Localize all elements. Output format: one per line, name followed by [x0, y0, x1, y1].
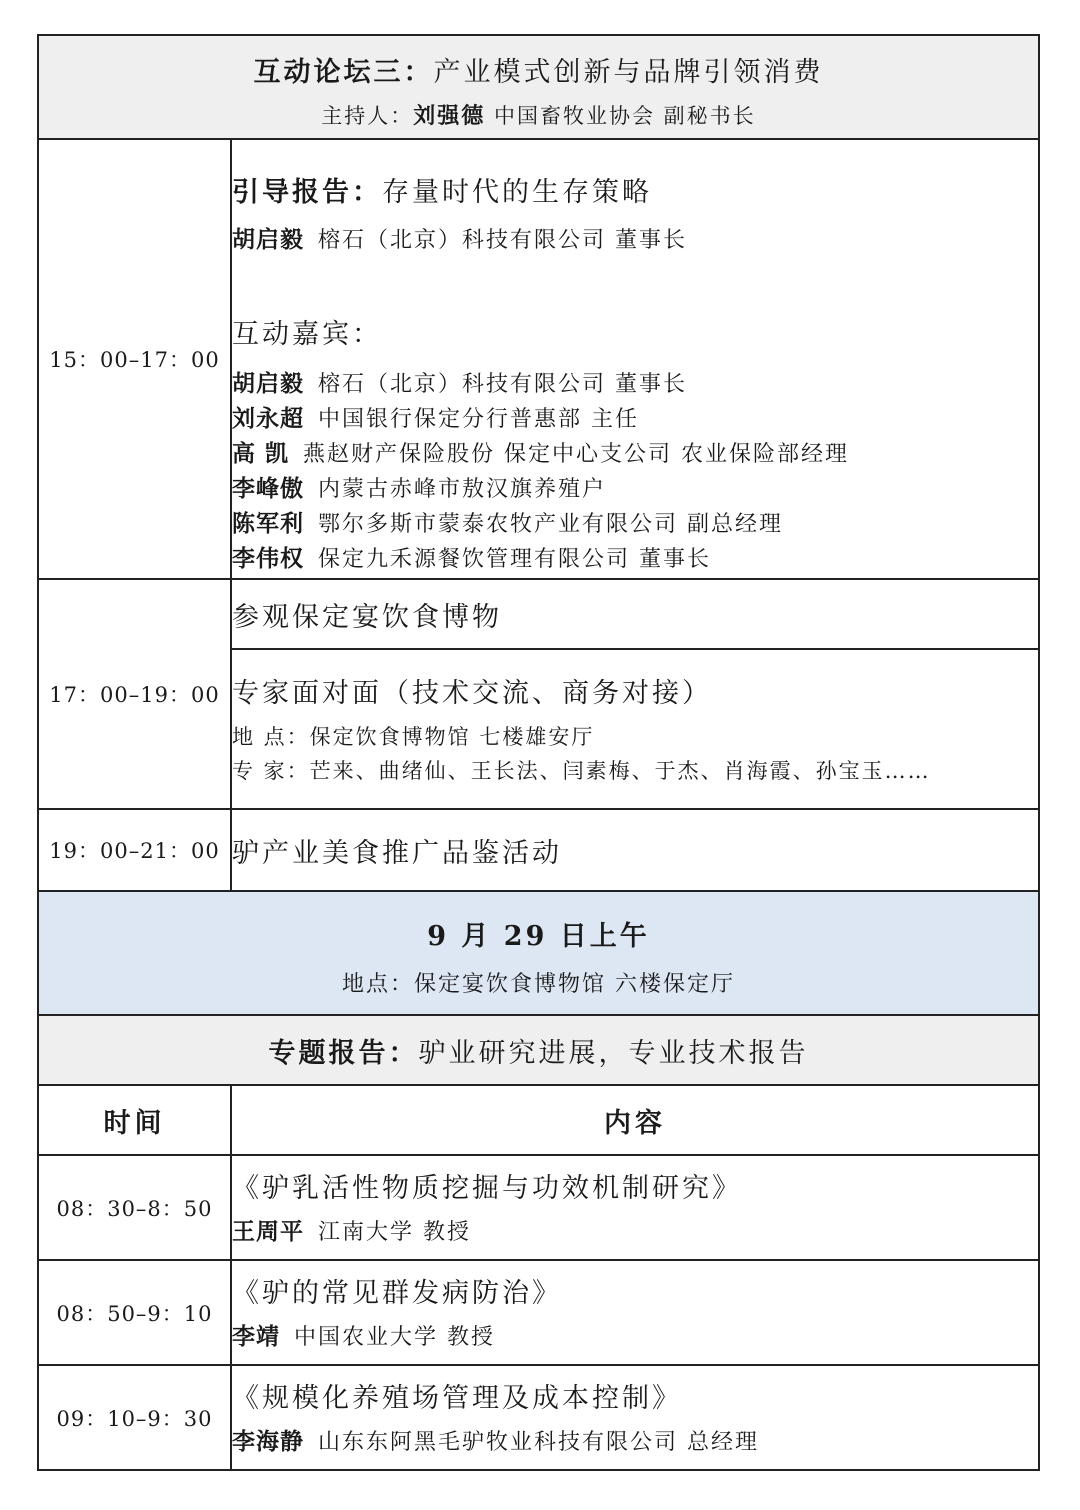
- guide-report-heading: [232, 140, 1038, 209]
- host-name: 刘强德: [413, 103, 486, 129]
- session3-row: [38, 809, 1039, 891]
- guest-line: [232, 472, 1038, 507]
- session3-activity: 驴产业美食推广品鉴活动: [231, 809, 1039, 891]
- speaker-org: 中国农业大学 教授: [294, 1324, 495, 1350]
- session2-visit: 参观保定宴饮食博物: [231, 579, 1039, 649]
- report-title: 《规模化养殖场管理及成本控制》: [232, 1382, 682, 1414]
- guide-report-title: 存量时代的生存策略: [382, 177, 652, 208]
- table-row: [38, 1155, 1039, 1260]
- table-row: [38, 1260, 1039, 1365]
- speaker-org: 山东东阿黑毛驴牧业科技有限公司 总经理: [318, 1429, 759, 1455]
- report-content: [231, 1365, 1039, 1470]
- speaker-org: 江南大学 教授: [318, 1219, 471, 1245]
- guide-reporter: [232, 223, 1038, 258]
- report-title: 《驴的常见群发病防治》: [232, 1277, 562, 1309]
- forum-host: [39, 89, 1038, 130]
- host-org: 中国畜牧业协会 副秘书长: [494, 104, 756, 128]
- guide-reporter-org: 榕石（北京）科技有限公司 董事长: [318, 228, 687, 253]
- report-content: [231, 1155, 1039, 1260]
- table-row: [38, 1365, 1039, 1470]
- table-head-row: [38, 1085, 1039, 1155]
- speaker-name: 李海静: [232, 1427, 304, 1455]
- report-title: 《驴乳活性物质挖掘与功效机制研究》: [232, 1172, 742, 1204]
- session2-expert: [231, 649, 1039, 809]
- guest-line: [232, 367, 1038, 402]
- session2-visit-row: [38, 579, 1039, 649]
- guest-line: [232, 402, 1038, 437]
- report-time: 08：50–9：10: [38, 1260, 231, 1365]
- speaker-name: 王周平: [232, 1217, 304, 1245]
- forum-header-row: [38, 35, 1039, 139]
- topic-text: 驴业研究进展，专业技术报告: [418, 1037, 809, 1069]
- forum-title-label: 互动论坛三：: [253, 57, 434, 88]
- guest-line: [232, 437, 1038, 472]
- expert-list: 专 家：芒来、曲绪仙、王长法、闫素梅、于杰、肖海霞、孙宝玉……: [232, 758, 931, 783]
- report-speaker: [232, 1320, 1038, 1355]
- report-time: 08：30–8：50: [38, 1155, 231, 1260]
- host-label: 主持人：: [321, 104, 414, 128]
- guest-name: 刘永超: [232, 405, 304, 432]
- guest-name: 李峰傲: [232, 475, 304, 502]
- guide-report-label: 引导报告：: [232, 177, 382, 208]
- day-header: [38, 891, 1039, 1015]
- schedule-table: [37, 34, 1040, 1471]
- speaker-name: 李靖: [232, 1322, 280, 1350]
- guest-line: [232, 507, 1038, 542]
- guest-org: 内蒙古赤峰市敖汉旗养殖户: [318, 477, 607, 502]
- session2-time: 17：00–19：00: [38, 579, 231, 809]
- session1-row: [38, 139, 1039, 579]
- session1-time: 15：00–17：00: [38, 139, 231, 579]
- day-location: 地点：保定宴饮食博物馆 六楼保定厅: [342, 972, 735, 997]
- topic-title: [38, 1015, 1039, 1085]
- head-time: 时间: [38, 1085, 231, 1155]
- head-content: 内容: [231, 1085, 1039, 1155]
- guest-name: 陈军利: [232, 510, 304, 537]
- day-date: 9 月 29 日上午: [427, 921, 650, 952]
- forum-title: [39, 36, 1038, 89]
- guest-org: 鄂尔多斯市蒙泰农牧产业有限公司 副总经理: [318, 512, 783, 537]
- forum-title-text: 产业模式创新与品牌引领消费: [433, 57, 824, 88]
- topic-row: [38, 1015, 1039, 1085]
- session1-content: [231, 139, 1039, 579]
- guide-reporter-name: 胡启毅: [232, 226, 304, 253]
- report-speaker: [232, 1215, 1038, 1250]
- guest-name: 高 凯: [232, 440, 290, 467]
- guest-org: 榕石（北京）科技有限公司 董事长: [318, 372, 687, 397]
- expert-place: 地 点：保定饮食博物馆 七楼雄安厅: [232, 724, 595, 749]
- guest-org: 保定九禾源餐饮管理有限公司 董事长: [318, 547, 711, 572]
- expert-title: 专家面对面（技术交流、商务对接）: [232, 677, 712, 709]
- report-content: [231, 1260, 1039, 1365]
- guest-name: 胡启毅: [232, 370, 304, 397]
- report-speaker: [232, 1425, 1038, 1460]
- guest-org: 中国银行保定分行普惠部 主任: [318, 407, 639, 432]
- session3-time: 19：00–21：00: [38, 809, 231, 891]
- topic-label: 专题报告：: [268, 1037, 419, 1069]
- guest-name: 李伟权: [232, 545, 304, 572]
- forum-header: [38, 35, 1039, 139]
- guest-line: [232, 542, 1038, 577]
- day-row: [38, 891, 1039, 1015]
- guest-org: 燕赵财产保险股份 保定中心支公司 农业保险部经理: [303, 442, 850, 467]
- report-time: 09：10–9：30: [38, 1365, 231, 1470]
- guests-heading: 互动嘉宾：: [232, 319, 382, 350]
